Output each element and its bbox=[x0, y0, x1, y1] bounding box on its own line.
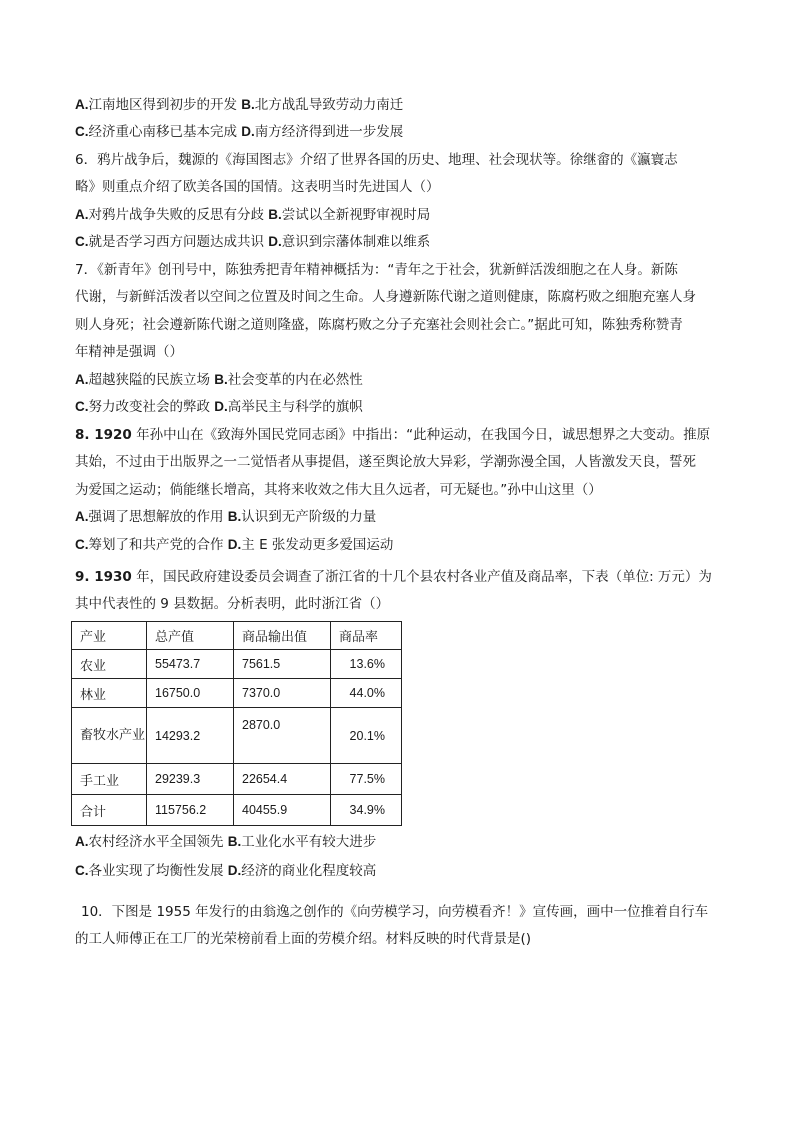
option-letter: C. bbox=[75, 234, 89, 249]
option-letter: B. bbox=[268, 207, 282, 222]
option-text: 社会变革的内在必然性 bbox=[227, 372, 363, 388]
table-cell: 29239.3 bbox=[147, 764, 234, 795]
option-letter: B. bbox=[241, 97, 255, 112]
option-letter: D. bbox=[214, 399, 228, 414]
question-number: 9. 1930 bbox=[75, 569, 132, 585]
q7-stem-line-3: 则人身死；社会遵新陈代谢之道则隆盛，陈腐朽败之分子充塞社会则社会亡。”据此可知，陈独秀称赞青 bbox=[75, 317, 683, 333]
question-number: 8. 1920 bbox=[75, 427, 132, 443]
option-letter: D. bbox=[241, 124, 255, 139]
q6-stem-line-1: 6．鸦片战争后，魏源的《海国图志》介绍了世界各国的历史、地理、社会现状等。徐继畲的《瀛寰志 bbox=[75, 152, 678, 168]
q9-options-cd bbox=[75, 862, 725, 880]
option-letter: C. bbox=[75, 124, 89, 139]
q5-options-ab bbox=[75, 96, 725, 114]
table-cell: 55473.7 bbox=[147, 650, 234, 679]
option-letter: B. bbox=[214, 372, 228, 387]
q7-stem-line-1: 7．《新青年》创刊号中，陈独秀把青年精神概括为：“青年之于社会，犹新鲜活泼细胞之在人身。新陈 bbox=[75, 262, 678, 278]
option-text: 江南地区得到初步的开发 bbox=[88, 97, 237, 113]
q9-options-ab bbox=[75, 833, 725, 851]
table-cell: 34.9% bbox=[331, 795, 402, 826]
table-cell: 手工业 bbox=[72, 764, 147, 795]
option-letter: B. bbox=[227, 834, 242, 849]
table-cell: 115756.2 bbox=[147, 795, 234, 826]
option-letter: A. bbox=[75, 207, 89, 222]
option-letter: D. bbox=[268, 234, 282, 249]
q7-options-ab bbox=[75, 371, 725, 389]
q9-stem-line-2: 其中代表性的 9 县数据。分析表明，此时浙江省（） bbox=[75, 596, 390, 612]
table-cell: 7561.5 bbox=[234, 650, 331, 679]
option-letter: C. bbox=[75, 537, 89, 552]
q8-options-cd bbox=[75, 536, 725, 554]
option-text: 各业实现了均衡性发展 bbox=[88, 863, 224, 879]
option-letter: D. bbox=[227, 537, 242, 552]
table-cell: 20.1% bbox=[331, 708, 402, 764]
q9-stem-line-1 bbox=[75, 568, 725, 586]
table-cell: 44.0% bbox=[331, 679, 402, 708]
option-text: 对鸦片战争失败的反思有分歧 bbox=[88, 207, 264, 223]
table-row bbox=[72, 764, 402, 795]
option-text: 意识到宗藩体制难以维系 bbox=[281, 234, 431, 250]
q8-stem-line-3: 为爱国之运动；倘能继长增高，其将来收效之伟大且久远者，可无疑也。”孙中山这里（） bbox=[75, 482, 602, 498]
table-cell: 22654.4 bbox=[234, 764, 331, 795]
q7-stem-line-4: 年精神是强调（） bbox=[75, 344, 183, 360]
table-cell: 畜牧水产业 bbox=[72, 708, 147, 764]
q6-options-cd bbox=[75, 233, 725, 251]
option-letter: B. bbox=[227, 509, 242, 524]
option-text: 经济的商业化程度较高 bbox=[241, 863, 377, 879]
table-cell: 林业 bbox=[72, 679, 147, 708]
table-cell: 合计 bbox=[72, 795, 147, 826]
table-cell: 7370.0 bbox=[234, 679, 331, 708]
table-row bbox=[72, 679, 402, 708]
table-cell: 40455.9 bbox=[234, 795, 331, 826]
option-text: 高举民主与科学的旗帜 bbox=[227, 399, 363, 415]
table-cell: 2870.0 bbox=[234, 708, 331, 764]
table-header-row bbox=[72, 622, 402, 650]
table-cell: 14293.2 bbox=[147, 708, 234, 764]
q8-stem-text: 年孙中山在《致海外国民党同志函》中指出：“此种运动，在我国今日，诚思想界之大变动。推原 bbox=[136, 427, 711, 443]
q8-stem-line-1 bbox=[75, 426, 725, 444]
q8-options-ab bbox=[75, 508, 725, 526]
option-letter: D. bbox=[227, 863, 242, 878]
table-row bbox=[72, 708, 402, 764]
option-letter: A. bbox=[75, 509, 89, 524]
q7-stem-line-2: 代谢，与新鲜活泼者以空间之位置及时间之生命。人身遵新陈代谢之道则健康，陈腐朽败之细胞充塞人身 bbox=[75, 289, 696, 305]
option-text: 尝试以全新视野审视时局 bbox=[281, 207, 431, 223]
table-header-cell: 总产值 bbox=[147, 622, 234, 650]
option-text: 认识到无产阶级的力量 bbox=[241, 509, 377, 525]
option-letter: A. bbox=[75, 372, 89, 387]
q6-stem-line-2: 略》则重点介绍了欧美各国的国情。这表明当时先进国人（） bbox=[75, 179, 440, 195]
q9-data-table bbox=[71, 621, 402, 826]
option-letter: C. bbox=[75, 399, 89, 414]
option-text: 主 E 张发动更多爱国运动 bbox=[241, 537, 394, 553]
table-header-cell: 商品率 bbox=[331, 622, 402, 650]
q5-options-cd bbox=[75, 123, 725, 141]
q7-options-cd bbox=[75, 398, 725, 416]
q9-stem-text: 年，国民政府建设委员会调查了浙江省的十几个县农村各业产值及商品率，下表（单位: 万元）为 bbox=[136, 569, 712, 585]
option-text: 努力改变社会的弊政 bbox=[88, 399, 210, 415]
q8-stem-line-2: 其始，不过由于出版界之一二觉悟者从事提倡，遂至舆论放大异彩，学潮弥漫全国，人皆激发天良，誓死 bbox=[75, 454, 696, 470]
table-cell: 16750.0 bbox=[147, 679, 234, 708]
option-text: 强调了思想解放的作用 bbox=[88, 509, 224, 525]
option-text: 南方经济得到进一步发展 bbox=[254, 124, 404, 140]
q6-options-ab bbox=[75, 206, 725, 224]
option-letter: C. bbox=[75, 863, 89, 878]
table-header-cell: 产业 bbox=[72, 622, 147, 650]
option-text: 北方战乱导致劳动力南迁 bbox=[254, 97, 404, 113]
table-row bbox=[72, 650, 402, 679]
q10-stem-line-2: 的工人师傅正在工厂的光荣榜前看上面的劳模介绍。材料反映的时代背景是() bbox=[75, 931, 532, 947]
option-text: 超越狭隘的民族立场 bbox=[88, 372, 210, 388]
option-text: 工业化水平有较大进步 bbox=[241, 834, 377, 850]
option-text: 就是否学习西方问题达成共识 bbox=[88, 234, 264, 250]
option-text: 农村经济水平全国领先 bbox=[88, 834, 224, 850]
option-text: 经济重心南移已基本完成 bbox=[88, 124, 237, 140]
q10-stem-line-1: 10．下图是 1955 年发行的由翁逸之创作的《向劳模学习，向劳模看齐！》宣传画，画中一位推着自行车 bbox=[81, 904, 709, 920]
table-cell: 13.6% bbox=[331, 650, 402, 679]
table-row bbox=[72, 795, 402, 826]
option-letter: A. bbox=[75, 97, 89, 112]
table-cell: 农业 bbox=[72, 650, 147, 679]
table-cell: 77.5% bbox=[331, 764, 402, 795]
option-text: 筹划了和共产党的合作 bbox=[88, 537, 224, 553]
option-letter: A. bbox=[75, 834, 89, 849]
table-header-cell: 商品输出值 bbox=[234, 622, 331, 650]
